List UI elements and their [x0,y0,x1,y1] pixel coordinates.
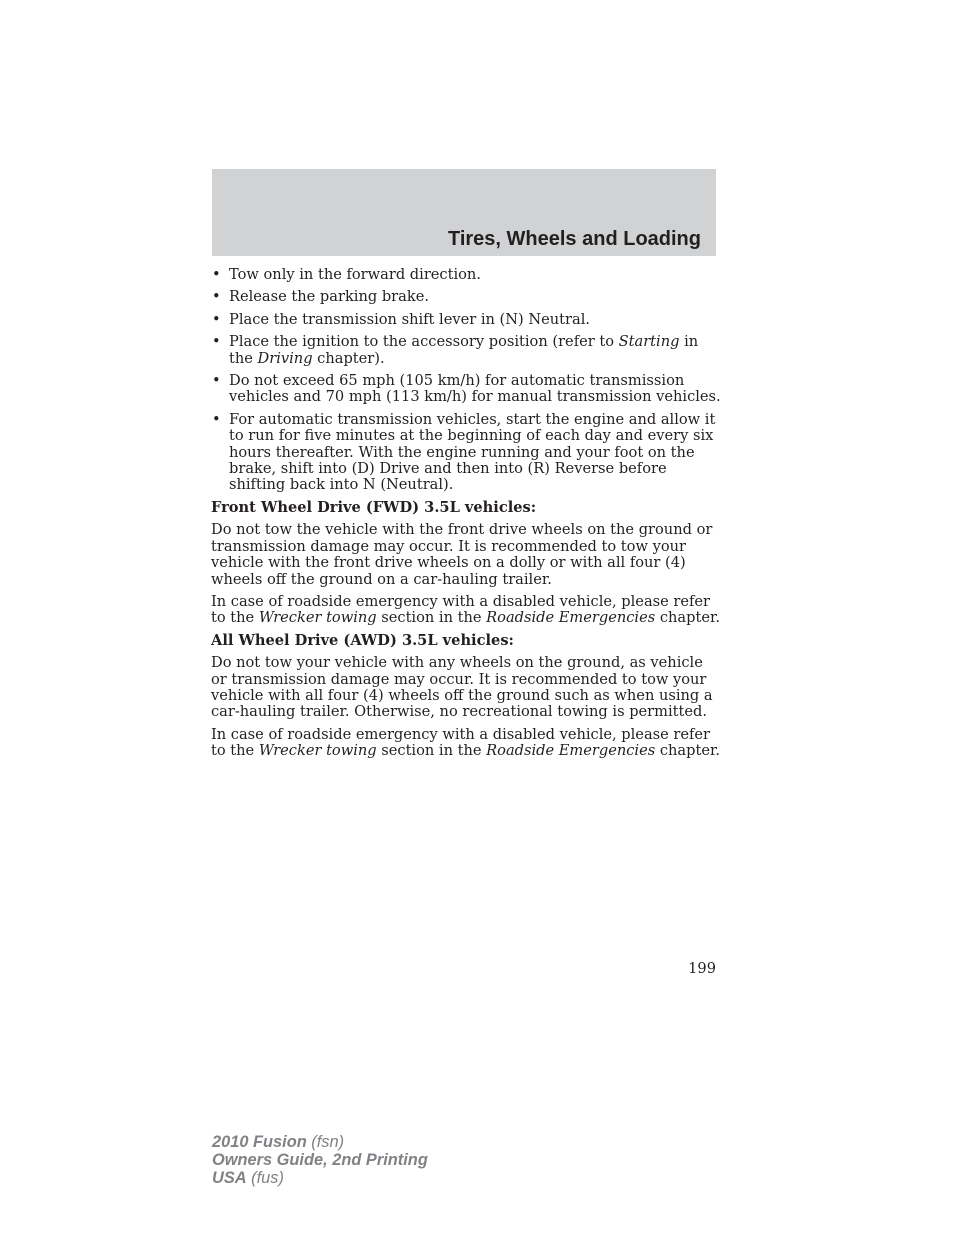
list-item-text: Place the transmission shift lever in (N) Neutral. [229,310,590,328]
chapter-reference: Driving [257,349,313,367]
bullet-icon: • [212,333,221,351]
section-reference: Wrecker towing [258,742,377,760]
chapter-reference: Roadside Emergencies [486,609,656,627]
footer-line-guide: Owners Guide, 2nd Printing [212,1151,428,1169]
footer-line-market [212,1169,428,1187]
list-item-text: Tow only in the forward direction. [229,266,481,283]
list-item-text: in the [229,333,699,367]
fwd-heading: Front Wheel Drive (FWD) 3.5L vehicles: [211,498,537,516]
footer-market-name: USA [212,1169,247,1187]
list-item-text: Release the parking brake. [229,288,429,306]
footer-model-name: 2010 Fusion [212,1133,307,1151]
paragraph-text: chapter. [655,742,720,760]
page-content [211,267,721,766]
list-item [211,267,721,283]
section-title: Tires, Wheels and Loading [447,228,701,250]
towing-bullet-list [211,267,721,494]
fwd-paragraph: Do not tow the vehicle with the front drive wheels on the ground or transmission damage may occur. It is recommended to tow your vehicle with the front drive wheels on a dolly or with all four (4) wheels off the ground on a car-hauling trailer. [211,521,713,588]
awd-paragraph: Do not tow your vehicle with any wheels on the ground, as vehicle or transmission damage may occur. It is recommended to tow your vehicle with all four (4) wheels off the ground such as when using a car-hauling trailer. Otherwise, no recreational towing is permitted. [211,654,713,721]
bullet-icon: • [212,266,221,283]
chapter-reference: Starting [618,333,680,351]
list-item-text: chapter). [312,349,385,367]
section-header-band [212,169,716,256]
bullet-icon: • [212,310,221,328]
list-item [211,289,721,305]
bullet-icon: • [212,288,221,306]
document-footer [212,1133,428,1187]
list-item-text: For automatic transmission vehicles, start the engine and allow it to run for five minutes at the beginning of each day and every six hours thereafter. With the engine running and your foot on the brake, shift into (D) Drive and then into (R) Reverse before shifting back into N (Neutral). [229,410,716,494]
footer-line-model [212,1133,428,1151]
list-item [211,334,721,367]
paragraph-text: chapter. [655,609,720,627]
list-item-text: Place the ignition to the accessory position (refer to [229,333,619,351]
paragraph-text: In case of roadside emergency with a disabled vehicle, please refer to the [211,725,711,760]
page-number: 199 [688,960,716,977]
fwd-emergency-paragraph [211,594,721,627]
footer-market-code: (fus) [246,1169,284,1187]
list-item-text: Do not exceed 65 mph (105 km/h) for automatic transmission vehicles and 70 mph (113 km/h) for manual transmission vehicles. [229,372,721,406]
bullet-icon: • [212,372,221,390]
awd-emergency-paragraph [211,727,721,760]
section-reference: Wrecker towing [258,609,377,627]
paragraph-text: section in the [376,609,487,627]
list-item [211,373,721,406]
list-item [211,412,721,494]
bullet-icon: • [212,410,221,428]
footer-model-code: (fsn) [306,1133,345,1151]
paragraph-text: In case of roadside emergency with a disabled vehicle, please refer to the [211,592,711,627]
chapter-reference: Roadside Emergencies [486,742,656,760]
list-item [211,312,721,328]
awd-heading: All Wheel Drive (AWD) 3.5L vehicles: [211,631,514,649]
paragraph-text: section in the [376,742,487,760]
